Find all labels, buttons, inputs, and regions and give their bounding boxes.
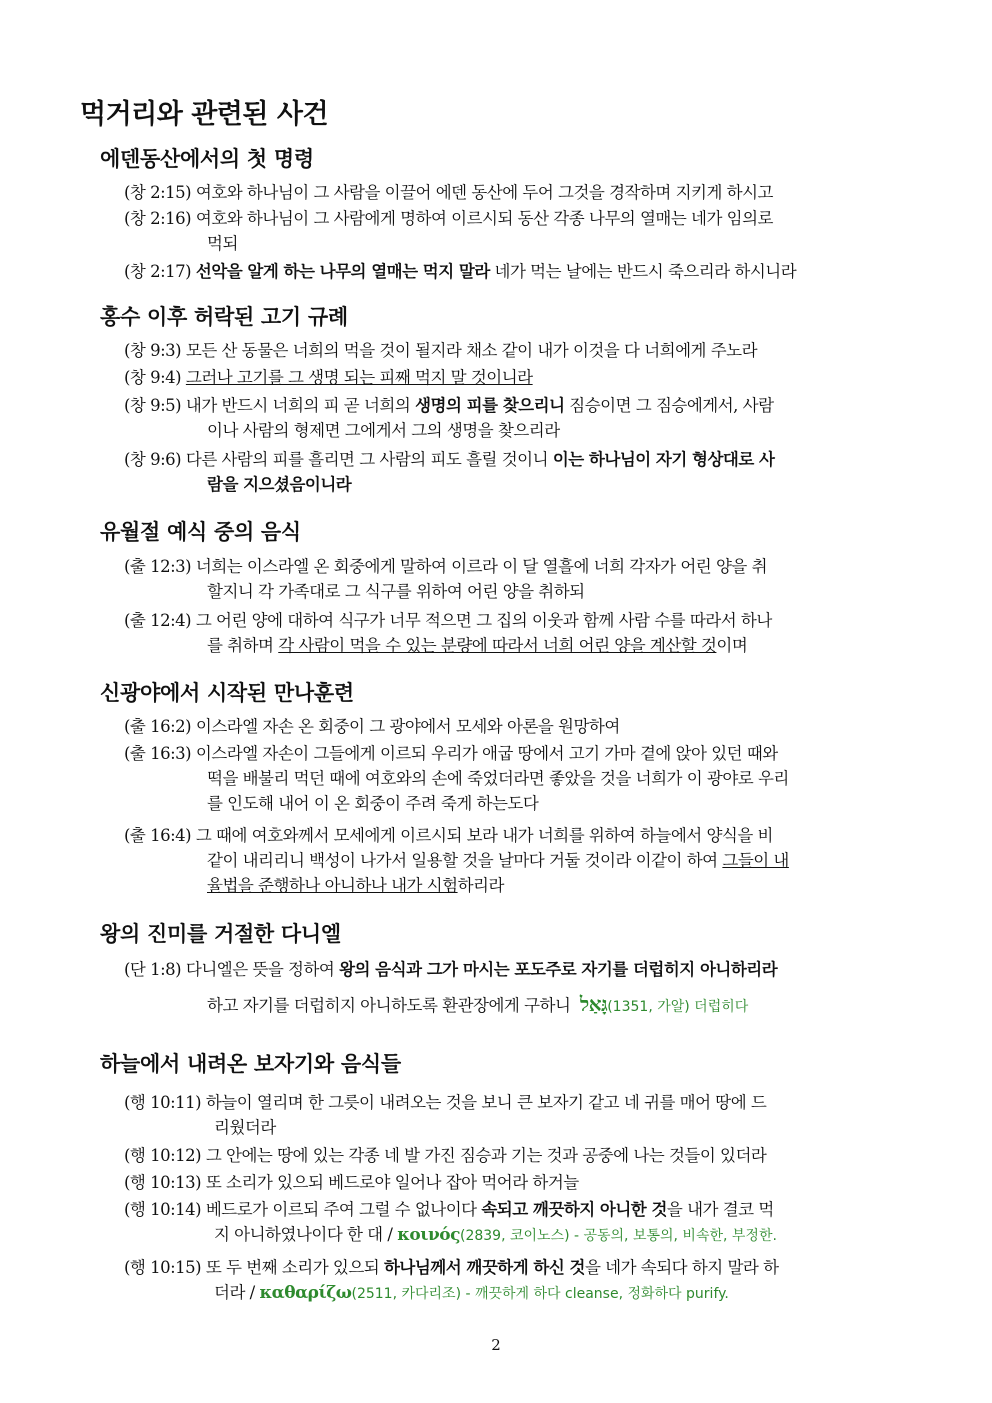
verse-ref: (창 2:16) — [124, 209, 192, 228]
section-heading: 하늘에서 내려온 보자기와 음식들 — [100, 1052, 401, 1076]
verse-underline: 그들이 내 — [722, 851, 789, 870]
verse-ref: (출 12:3) — [124, 557, 192, 576]
verse — [124, 1255, 858, 1307]
verse-ref: (단 1:8) — [124, 960, 182, 979]
verse-text: 모든 산 동물은 너희의 먹을 것이 될지라 채소 같이 내가 이것을 다 너희에게 주노라 — [185, 341, 758, 360]
verse-continuation: 를 인도해 내어 이 온 회중이 주려 죽게 하는도다 — [207, 794, 539, 813]
verse-ref: (행 10:14) — [124, 1200, 202, 1219]
section-heading: 유월절 예식 중의 음식 — [100, 520, 301, 544]
greek-word: κοινός — [397, 1225, 460, 1245]
verse-text: 또 소리가 있으되 베드로야 일어나 잡아 먹어라 하거늘 — [205, 1173, 579, 1192]
verse — [124, 1170, 858, 1195]
verse — [124, 206, 858, 256]
verse-text: 하늘이 열리며 한 그릇이 내려오는 것을 보니 큰 보자기 같고 네 귀를 매어 땅에 드 — [205, 1093, 767, 1112]
section-heading: 홍수 이후 허락된 고기 규례 — [100, 305, 348, 329]
verse-continuation: 지 아니하였나이다 한 대 / — [214, 1225, 398, 1244]
verse — [124, 823, 858, 898]
verse — [124, 338, 858, 363]
verse-text: 다른 사람의 피를 흘리면 그 사람의 피도 흘릴 것이니 — [185, 450, 553, 469]
verse-text: 그 안에는 땅에 있는 각종 네 발 가진 짐승과 기는 것과 공중에 나는 것들이 있더라 — [205, 1146, 767, 1165]
verse-emphasis: 람을 지으셨음이니라 — [207, 475, 352, 494]
verse — [124, 365, 858, 390]
verse-text: 짐승이면 그 짐승에게서, 사람 — [564, 396, 774, 415]
verse-ref: (행 10:15) — [124, 1258, 202, 1277]
greek-word: καθαρίζω — [259, 1283, 352, 1303]
verse-text: 베드로가 이르되 주여 그럴 수 없나이다 — [205, 1200, 482, 1219]
verse-text: 같이 내리리니 백성이 나가서 일용할 것을 날마다 거둘 것이라 이같이 하여 — [207, 851, 723, 870]
verse-underline: 율법을 준행하나 아니하나 내가 시험 — [207, 876, 458, 895]
verse — [124, 714, 858, 739]
verse — [124, 554, 858, 604]
verse-text: 이며 — [716, 636, 748, 655]
verse-ref: (창 9:5) — [124, 396, 182, 415]
verse — [124, 259, 858, 284]
verse-text: 이스라엘 자손 온 회중이 그 광야에서 모세와 아론을 원망하여 — [195, 717, 620, 736]
verse-ref: (창 2:15) — [124, 183, 192, 202]
verse — [124, 1197, 858, 1249]
verse — [124, 608, 858, 658]
verse-emphasis: 왕의 음식과 그가 마시는 포도주로 자기를 더럽히지 아니하리라 — [339, 960, 778, 979]
verse-ref: (행 10:13) — [124, 1173, 202, 1192]
verse-ref: (창 9:6) — [124, 450, 182, 469]
verse-ref: (행 10:12) — [124, 1146, 202, 1165]
word-note: (2839, 코이노스) - 공동의, 보통의, 비속한, 부정한. — [459, 1228, 777, 1244]
verse-ref: (창 2:17) — [124, 262, 192, 281]
verse — [124, 741, 858, 816]
section-heading: 에덴동산에서의 첫 명령 — [100, 147, 314, 171]
verse-continuation: 더라 / — [214, 1283, 260, 1302]
verse-continuation: 먹되 — [207, 234, 238, 253]
verse-text: 를 취하며 — [207, 636, 279, 655]
page-title: 먹거리와 관련된 사건 — [80, 99, 329, 130]
page-number: 2 — [491, 1336, 501, 1354]
verse-emphasis: 속되고 깨끗하지 아니한 것 — [481, 1200, 667, 1219]
verse-text: 또 두 번째 소리가 있으되 — [205, 1258, 384, 1277]
verse-text: 그 어린 양에 대하여 식구가 너무 적으면 그 집의 이웃과 함께 사람 수를 따라서 하나 — [195, 611, 772, 630]
verse-continuation: 하고 자기를 더럽히지 아니하도록 환관장에게 구하니 — [207, 996, 571, 1015]
verse-text: 여호와 하나님이 그 사람에게 명하여 이르시되 동산 각종 나무의 열매는 네가 임의로 — [195, 209, 773, 228]
verse — [124, 1090, 858, 1140]
verse — [124, 956, 858, 1021]
verse-text: 다니엘은 뜻을 정하여 — [185, 960, 340, 979]
verse-text: 너희는 이스라엘 온 회중에게 말하여 이르라 이 달 열흘에 너희 각자가 어린 양을 취 — [195, 557, 768, 576]
hebrew-word: גָּאַל — [579, 992, 608, 1016]
verse-continuation: 이나 사람의 형제면 그에게서 그의 생명을 찾으리라 — [207, 421, 560, 440]
section-heading: 왕의 진미를 거절한 다니엘 — [100, 922, 341, 946]
verse-ref: (창 9:3) — [124, 341, 182, 360]
verse-text: 하리라 — [457, 876, 504, 895]
verse-text: 이스라엘 자손이 그들에게 이르되 우리가 애굽 땅에서 고기 가마 곁에 앉아 있던 때와 — [195, 744, 778, 763]
verse-text: 을 내가 결코 먹 — [666, 1200, 774, 1219]
verse-ref: (출 16:2) — [124, 717, 192, 736]
verse-ref: (행 10:11) — [124, 1093, 202, 1112]
verse — [124, 180, 858, 205]
verse-emphasis: 하나님께서 깨끗하게 하신 것 — [383, 1258, 585, 1277]
verse-text: 내가 반드시 너희의 피 곧 너희의 — [185, 396, 416, 415]
verse-continuation: 할지니 각 가족대로 그 식구를 위하여 어린 양을 취하되 — [207, 582, 585, 601]
verse-underline: 그러나 고기를 그 생명 되는 피째 먹지 말 것이니라 — [185, 368, 533, 387]
verse-underline: 각 사람이 먹을 수 있는 분량에 따라서 너희 어린 양을 계산할 것 — [278, 636, 717, 655]
verse — [124, 447, 858, 497]
word-note: (1351, 가알) 더럽히다 — [607, 999, 749, 1015]
verse-ref: (창 9:4) — [124, 368, 182, 387]
verse-continuation: 리웠더라 — [214, 1118, 276, 1137]
verse-emphasis: 이는 하나님이 자기 형상대로 사 — [552, 450, 775, 469]
verse-ref: (출 12:4) — [124, 611, 192, 630]
verse-emphasis: 생명의 피를 찾으리니 — [415, 396, 565, 415]
section-heading: 신광야에서 시작된 만나훈련 — [100, 681, 354, 705]
word-note: (2511, 카다리조) - 깨끗하게 하다 cleanse, 정화하다 purify. — [351, 1286, 729, 1302]
verse-text: 네가 먹는 날에는 반드시 죽으리라 하시니라 — [489, 262, 797, 281]
verse-text: 그 때에 여호와께서 모세에게 이르시되 보라 내가 너희를 위하여 하늘에서 양식을 비 — [195, 826, 773, 845]
verse-continuation: 떡을 배불리 먹던 때에 여호와의 손에 죽었더라면 좋았을 것을 너희가 이 광야로 우리 — [207, 769, 789, 788]
verse-ref: (출 16:4) — [124, 826, 192, 845]
verse — [124, 393, 858, 443]
verse — [124, 1143, 858, 1168]
verse-text: 을 네가 속되다 하지 말라 하 — [585, 1258, 779, 1277]
verse-text: 여호와 하나님이 그 사람을 이끌어 에덴 동산에 두어 그것을 경작하며 지키게 하시고 — [195, 183, 773, 202]
verse-ref: (출 16:3) — [124, 744, 192, 763]
verse-emphasis: 선악을 알게 하는 나무의 열매는 먹지 말라 — [195, 262, 490, 281]
